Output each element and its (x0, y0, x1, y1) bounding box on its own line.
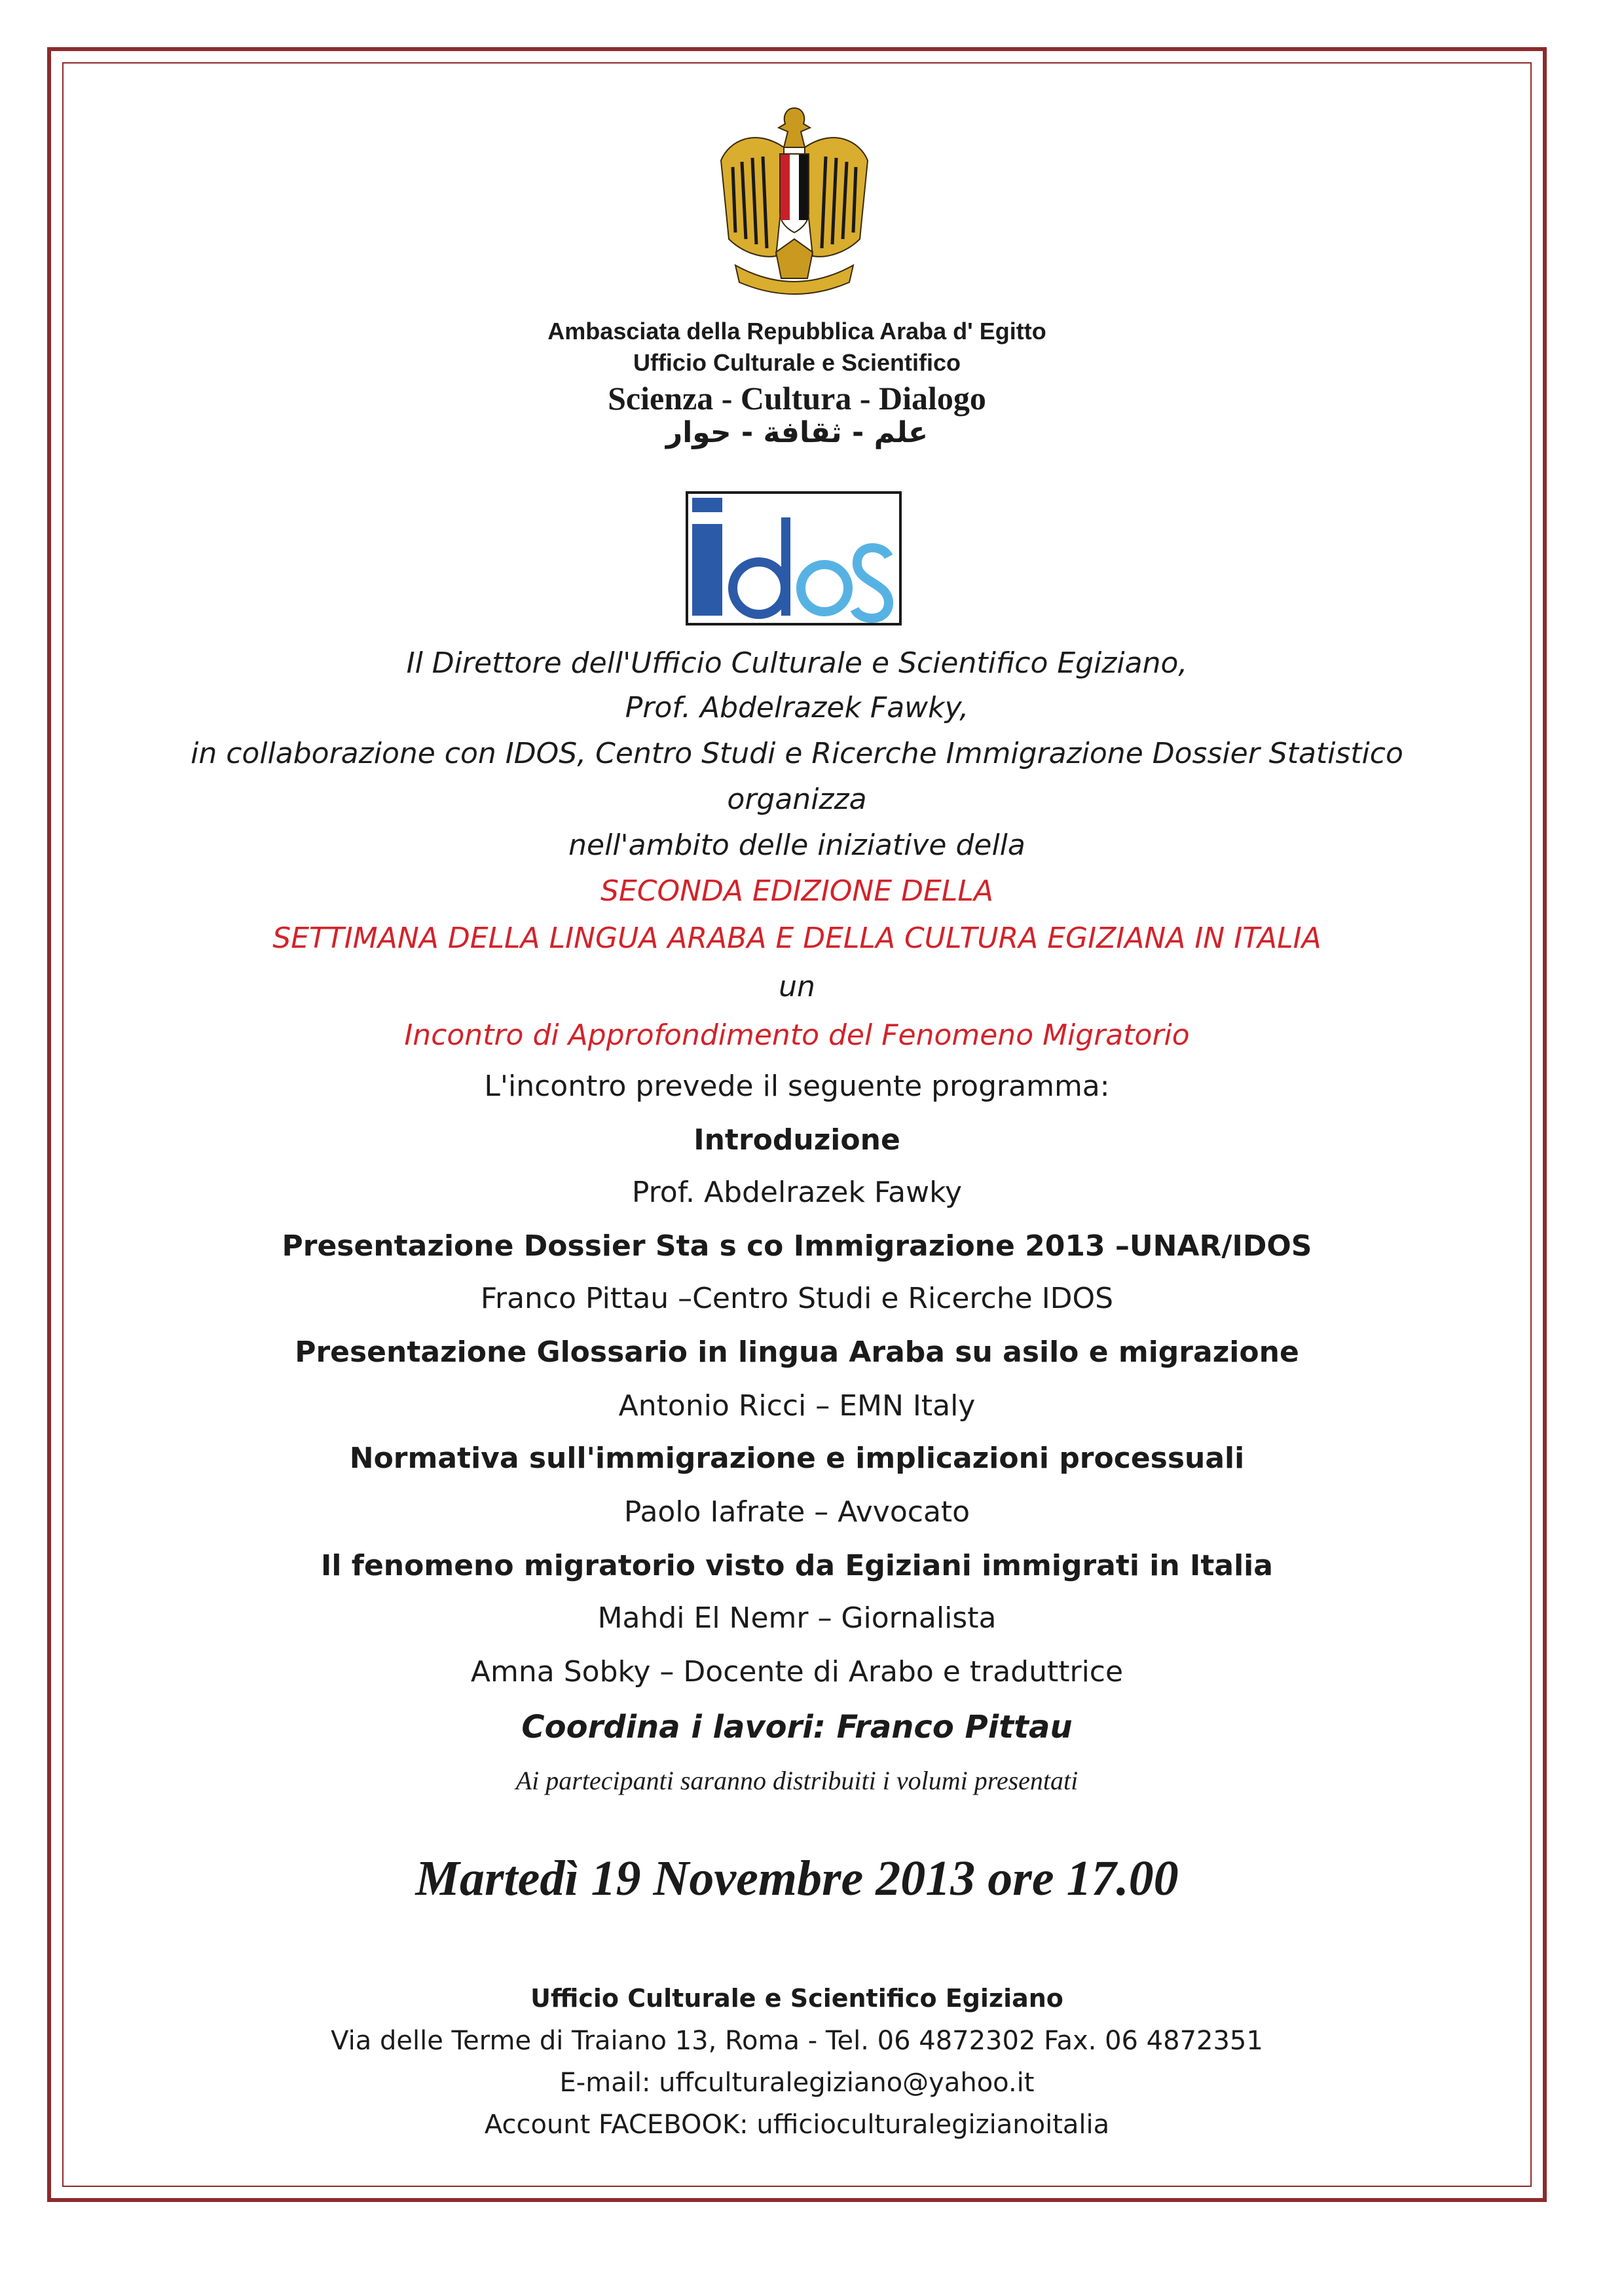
program-item-title: Presentazione Glossario in lingua Araba su asilo e migrazione (295, 1335, 1299, 1369)
program-item-title: Introduzione (693, 1123, 900, 1157)
meeting-title: Incontro di Approfondimento del Fenomeno Migratorio (404, 1018, 1190, 1052)
program-item-speaker: Antonio Ricci – EMN Italy (618, 1389, 976, 1423)
intro-director: Il Direttore dell'Ufficio Culturale e Scientifico Egiziano, (406, 646, 1188, 680)
intro-ambito: nell'ambito delle iniziative della (568, 829, 1025, 862)
egypt-eagle-emblem-icon (716, 102, 873, 298)
intro-un: un (779, 970, 815, 1003)
program-item-speaker: Prof. Abdelrazek Fawky (631, 1176, 963, 1209)
motto-arabic: علم - ثقافة - حوار (665, 416, 929, 449)
office-name: Ufficio Culturale e Scientifico (633, 349, 961, 376)
program-item-speaker: Mahdi El Nemr – Giornalista (597, 1601, 997, 1635)
footer-org: Ufficio Culturale e Scientifico Egiziano (530, 1984, 1063, 2013)
edition-title: SECONDA EDIZIONE DELLA (600, 874, 993, 908)
program-item-speaker: Paolo Iafrate – Avvocato (623, 1495, 970, 1529)
coordinator: Coordina i lavori: Franco Pittau (521, 1709, 1073, 1745)
program-item-title: Il fenomeno migratorio visto da Egiziani immigrati in Italia (321, 1549, 1273, 1582)
distribution-note: Ai partecipanti saranno distribuiti i volumi presentati (515, 1766, 1079, 1795)
week-title: SETTIMANA DELLA LINGUA ARABA E DELLA CULTURA EGIZIANA IN ITALIA (272, 922, 1321, 955)
intro-professor: Prof. Abdelrazek Fawky, (625, 691, 969, 724)
program-item-speaker: Franco Pittau –Centro Studi e Ricerche IDOS (480, 1282, 1114, 1315)
idos-logo (686, 491, 902, 625)
footer-address: Via delle Terme di Traiano 13, Roma - Tel. 06 4872302 Fax. 06 4872351 (331, 2026, 1263, 2056)
intro-collaboration: in collaborazione con IDOS, Centro Studi e Ricerche Immigrazione Dossier Statistico (191, 737, 1403, 770)
footer-facebook: Account FACEBOOK: ufficioculturalegizianoitalia (484, 2110, 1110, 2140)
embassy-name: Ambasciata della Repubblica Araba d' Egitto (547, 318, 1046, 345)
program-lead: L'incontro prevede il seguente programma: (484, 1070, 1110, 1103)
footer-email: E-mail: uffculturalegiziano@yahoo.it (559, 2068, 1035, 2098)
program-item-title: Normativa sull'immigrazione e implicazioni processuali (349, 1442, 1245, 1475)
program-item-speaker: Amna Sobky – Docente di Arabo e traduttrice (470, 1655, 1124, 1689)
event-date: Martedì 19 Novembre 2013 ore 17.00 (415, 1851, 1179, 1906)
invitation-document (62, 62, 1532, 2187)
motto: Scienza - Cultura - Dialogo (608, 380, 986, 417)
program-item-title: Presentazione Dossier Sta s co Immigrazione 2013 –UNAR/IDOS (282, 1229, 1312, 1263)
intro-organizza: organizza (727, 783, 867, 816)
